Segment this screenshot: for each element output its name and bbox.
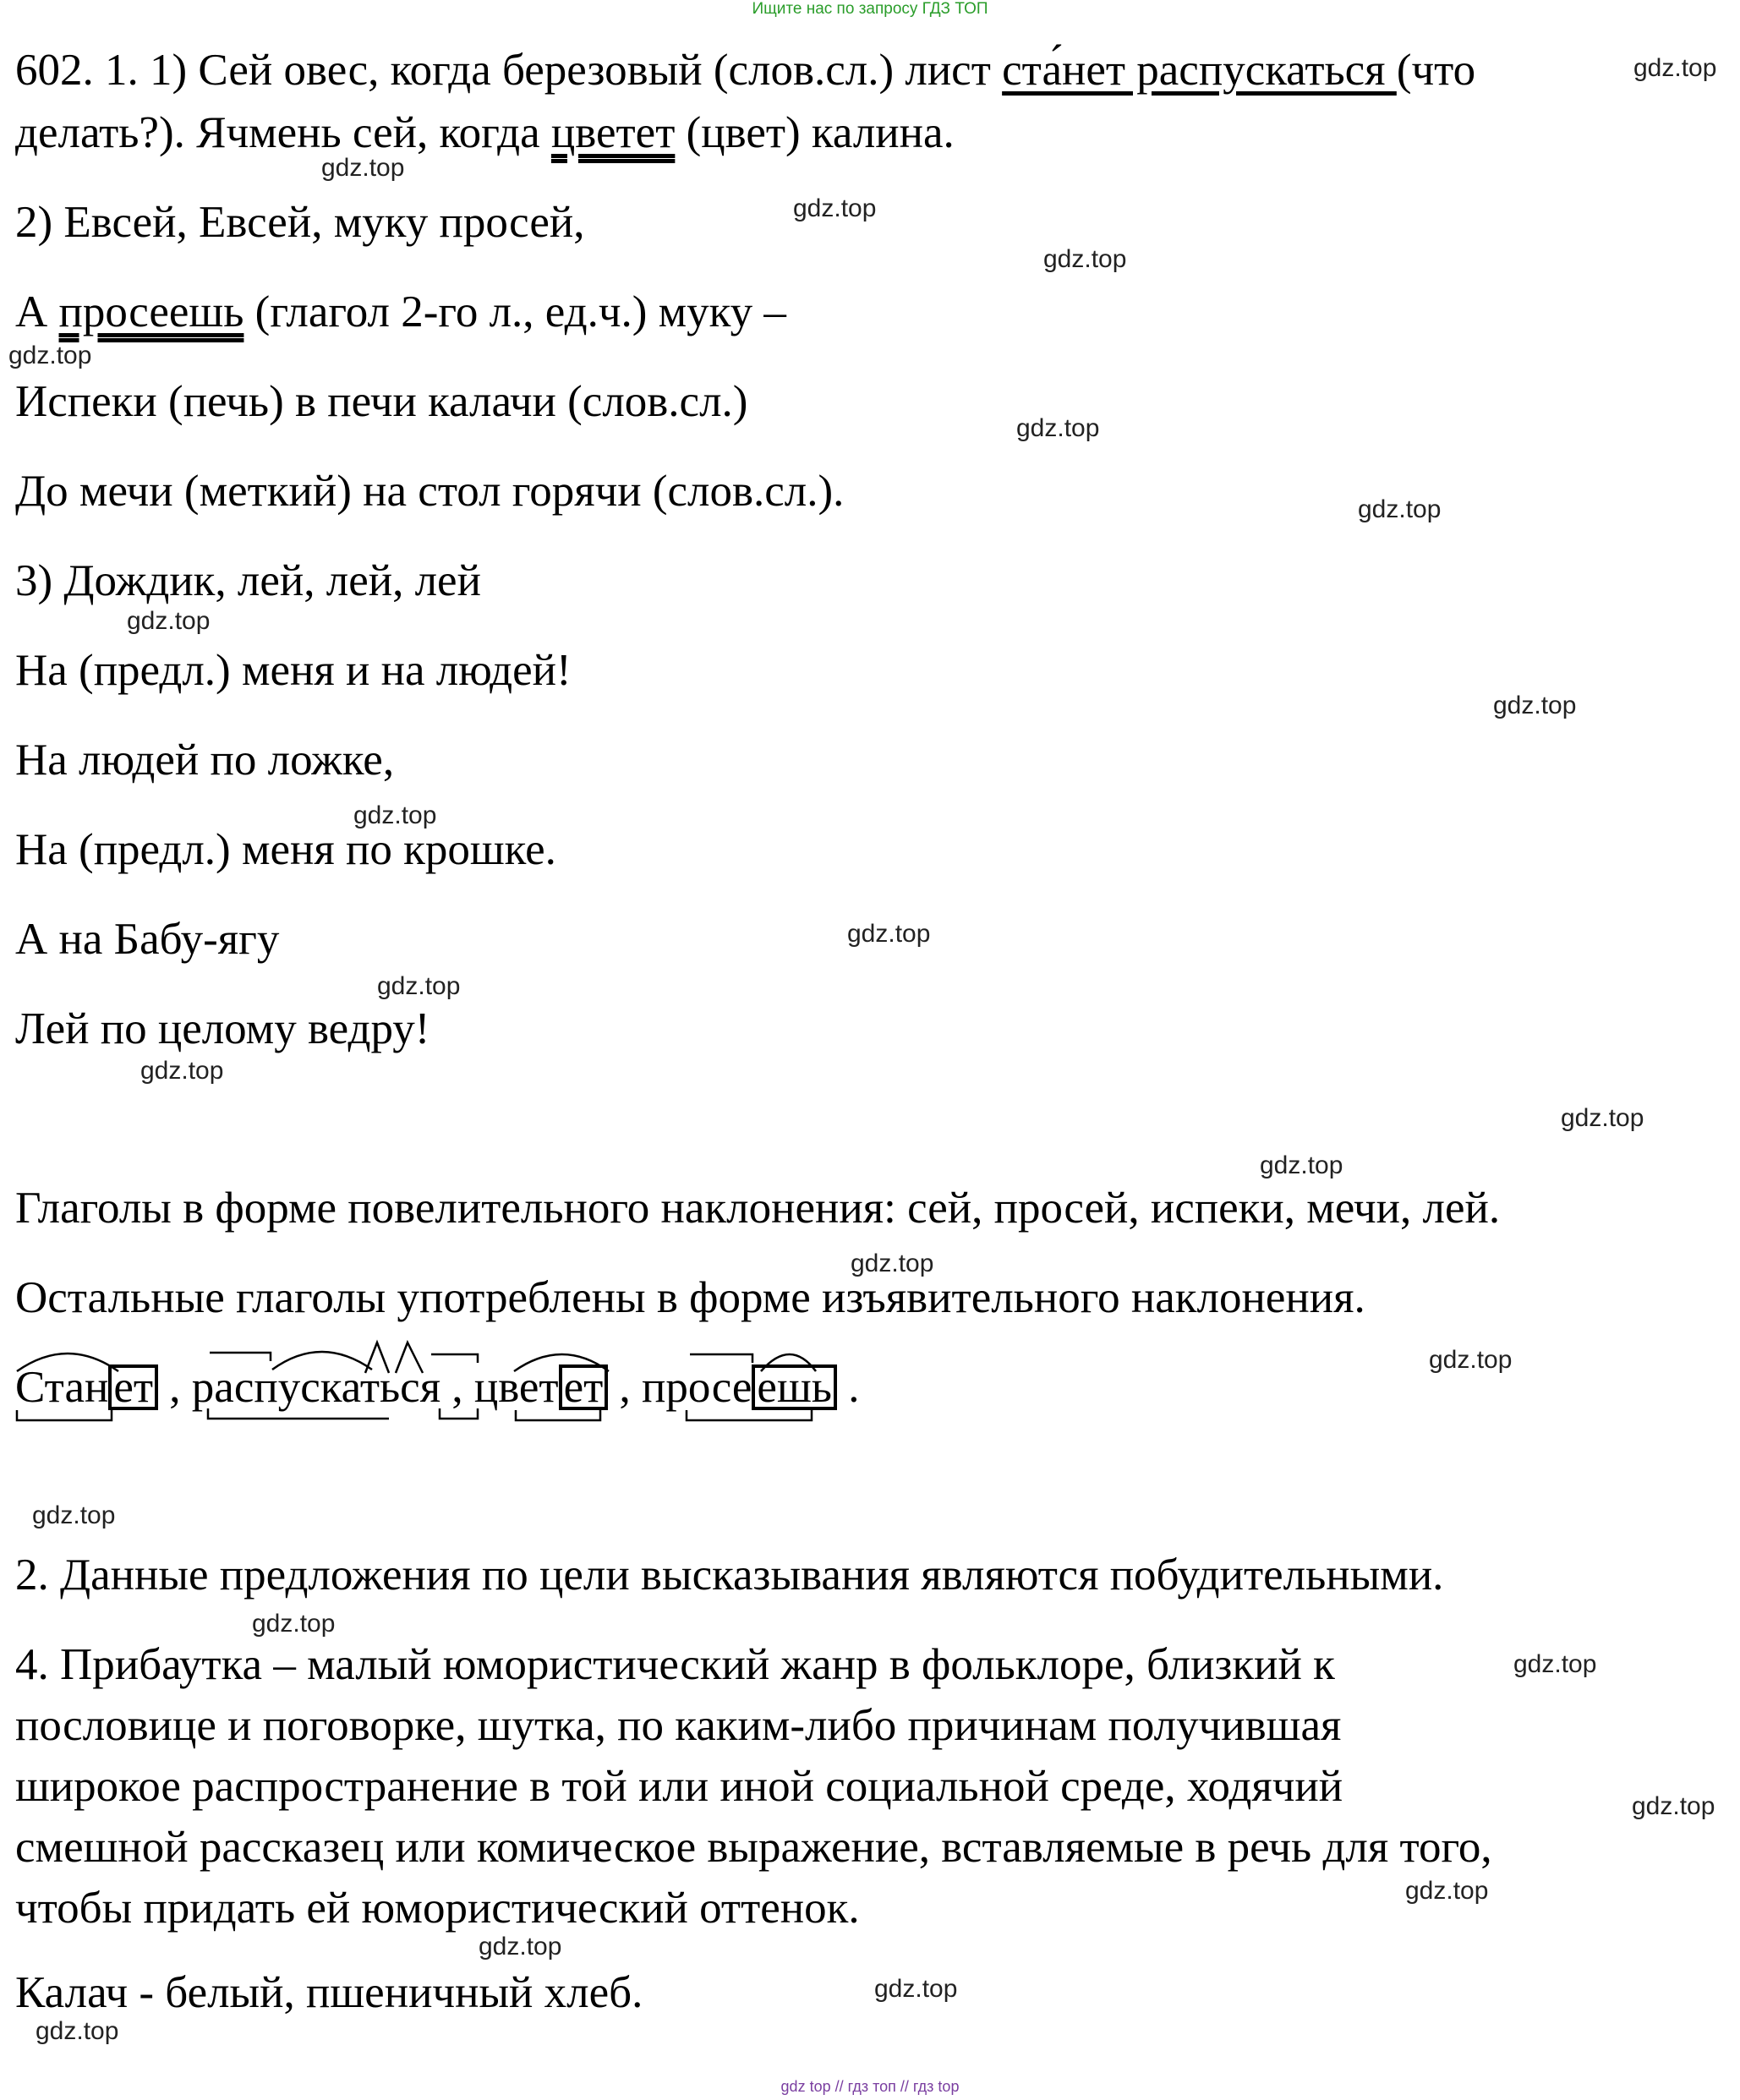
indicative-line: Остальные глаголы употреблены в форме изъявительного наклонения. bbox=[15, 1273, 1365, 1322]
watermark: gdz.top bbox=[1561, 1104, 1644, 1132]
watermark: gdz.top bbox=[1260, 1151, 1343, 1179]
morph-comma-1: , bbox=[158, 1363, 181, 1412]
poem2-text-b: (глагол 2-го л., ед.ч.) муку – bbox=[243, 287, 786, 336]
p1-underlined-verb: ста́нет распускаться bbox=[1002, 46, 1397, 95]
morph-w1-stem: Стан bbox=[15, 1363, 109, 1412]
watermark: gdz.top bbox=[32, 1501, 116, 1529]
poem2-line-1: 2) Евсей, Евсей, муку просей, bbox=[15, 198, 585, 247]
morpheme-marks bbox=[0, 1319, 972, 1446]
morph-w1-ending: ет bbox=[108, 1364, 158, 1410]
watermark: gdz.top bbox=[8, 342, 92, 369]
p1-line-1 bbox=[15, 44, 1475, 96]
watermark: gdz.top bbox=[1043, 245, 1127, 273]
watermark: gdz.top bbox=[36, 2017, 119, 2045]
watermark: gdz.top bbox=[793, 194, 877, 222]
imperative-line: Глаголы в форме повелительного наклонения: сей, просей, испеки, мечи, лей. bbox=[15, 1184, 1501, 1233]
morph-comma-2: , bbox=[440, 1363, 463, 1412]
base-mark-3 bbox=[440, 1408, 478, 1419]
base-mark-1 bbox=[17, 1410, 112, 1420]
p1-line-2 bbox=[15, 107, 955, 159]
watermark: gdz.top bbox=[1358, 495, 1442, 523]
watermark: gdz.top bbox=[874, 1975, 958, 2003]
watermark: gdz.top bbox=[1493, 692, 1577, 719]
watermark: gdz.top bbox=[1429, 1346, 1513, 1374]
watermark: gdz.top bbox=[1405, 1877, 1489, 1905]
p1-double-underlined-verb: цветет bbox=[550, 108, 676, 157]
poem2-line-2 bbox=[15, 286, 786, 338]
poem3-line-3: На людей по ложке, bbox=[15, 736, 395, 785]
morph-w3-ending: ет bbox=[559, 1364, 609, 1410]
watermark: gdz.top bbox=[851, 1250, 934, 1277]
poem3-line-1: 3) Дождик, лей, лей, лей bbox=[15, 556, 481, 605]
root-arc-4 bbox=[761, 1354, 816, 1371]
suffix-mark-2 bbox=[396, 1343, 423, 1373]
watermark: gdz.top bbox=[1632, 1792, 1715, 1820]
watermark: gdz.top bbox=[1513, 1650, 1597, 1678]
base-mark-5 bbox=[687, 1410, 812, 1420]
watermark: gdz.top bbox=[321, 154, 405, 182]
poem3-line-4: На (предл.) меня по крошке. bbox=[15, 825, 556, 874]
prefix-mark-2 bbox=[690, 1354, 752, 1363]
watermark: gdz.top bbox=[377, 972, 461, 1000]
root-arc-2 bbox=[272, 1352, 372, 1370]
prefix-mark-1 bbox=[210, 1353, 271, 1361]
p4-line-2: пословице и поговорке, шутка, по каким-либо причинам получившая bbox=[15, 1701, 1342, 1750]
postfix-mark bbox=[431, 1354, 478, 1363]
poem2-line-4: До мечи (меткий) на стол горячи (слов.сл.). bbox=[15, 467, 845, 516]
base-mark-2 bbox=[208, 1408, 389, 1419]
watermark: gdz.top bbox=[252, 1610, 336, 1638]
kalach-line: Калач - белый, пшеничный хлеб. bbox=[15, 1968, 643, 2017]
goal-line: 2. Данные предложения по цели высказывания являются побудительными. bbox=[15, 1550, 1444, 1600]
root-arc-1 bbox=[17, 1354, 118, 1371]
poem2-line-3: Испеки (печь) в печи калачи (слов.сл.) bbox=[15, 377, 748, 426]
p4-line-4: смешной рассказец или комическое выражение, вставляемые в речь для того, bbox=[15, 1823, 1492, 1872]
watermark: gdz.top bbox=[127, 607, 211, 635]
morph-comma-3: , bbox=[608, 1363, 631, 1412]
morph-w4-ending: ешь bbox=[752, 1364, 837, 1410]
poem3-line-2: На (предл.) меня и на людей! bbox=[15, 646, 572, 695]
root-arc-3 bbox=[514, 1354, 609, 1371]
watermark: gdz.top bbox=[1633, 54, 1717, 82]
watermark: gdz.top bbox=[479, 1933, 562, 1961]
p1-text-b: (что bbox=[1396, 46, 1476, 95]
poem2-double-underlined-verb: просеешь bbox=[58, 287, 244, 336]
p1-text-a: 602. 1. 1) Сей овес, когда березовый (слов.сл.) лист bbox=[15, 46, 1003, 95]
watermark: gdz.top bbox=[140, 1057, 224, 1085]
morph-end: . bbox=[836, 1363, 860, 1412]
watermark: gdz.top bbox=[1016, 414, 1100, 442]
watermark: gdz.top bbox=[847, 920, 931, 948]
p4-line-1: 4. Прибаутка – малый юмористический жанр в фольклоре, близкий к bbox=[15, 1640, 1335, 1689]
poem3-line-5: А на Бабу-ягу bbox=[15, 915, 280, 964]
morph-w3-stem: цвет bbox=[473, 1363, 559, 1412]
p4-line-5: чтобы придать ей юмористический оттенок. bbox=[15, 1884, 860, 1933]
top-banner[interactable]: Ищите нас по запросу ГДЗ ТОП bbox=[752, 0, 988, 18]
morph-w2: распускаться bbox=[191, 1363, 441, 1412]
footer-links[interactable]: gdz top // гдз топ // гдз top bbox=[780, 2078, 960, 2095]
watermark: gdz.top bbox=[353, 801, 437, 829]
poem3-line-6: Лей по целому ведру! bbox=[15, 1004, 430, 1053]
p1-text-d: (цвет) калина. bbox=[675, 108, 955, 157]
morph-w4-stem: просе bbox=[642, 1363, 752, 1412]
p1-text-c: делать?). Ячмень сей, когда bbox=[15, 108, 551, 157]
base-mark-4 bbox=[516, 1410, 600, 1420]
p4-line-3: широкое распространение в той или иной социальной среде, ходячий bbox=[15, 1762, 1343, 1811]
poem2-text-a: А bbox=[15, 287, 59, 336]
